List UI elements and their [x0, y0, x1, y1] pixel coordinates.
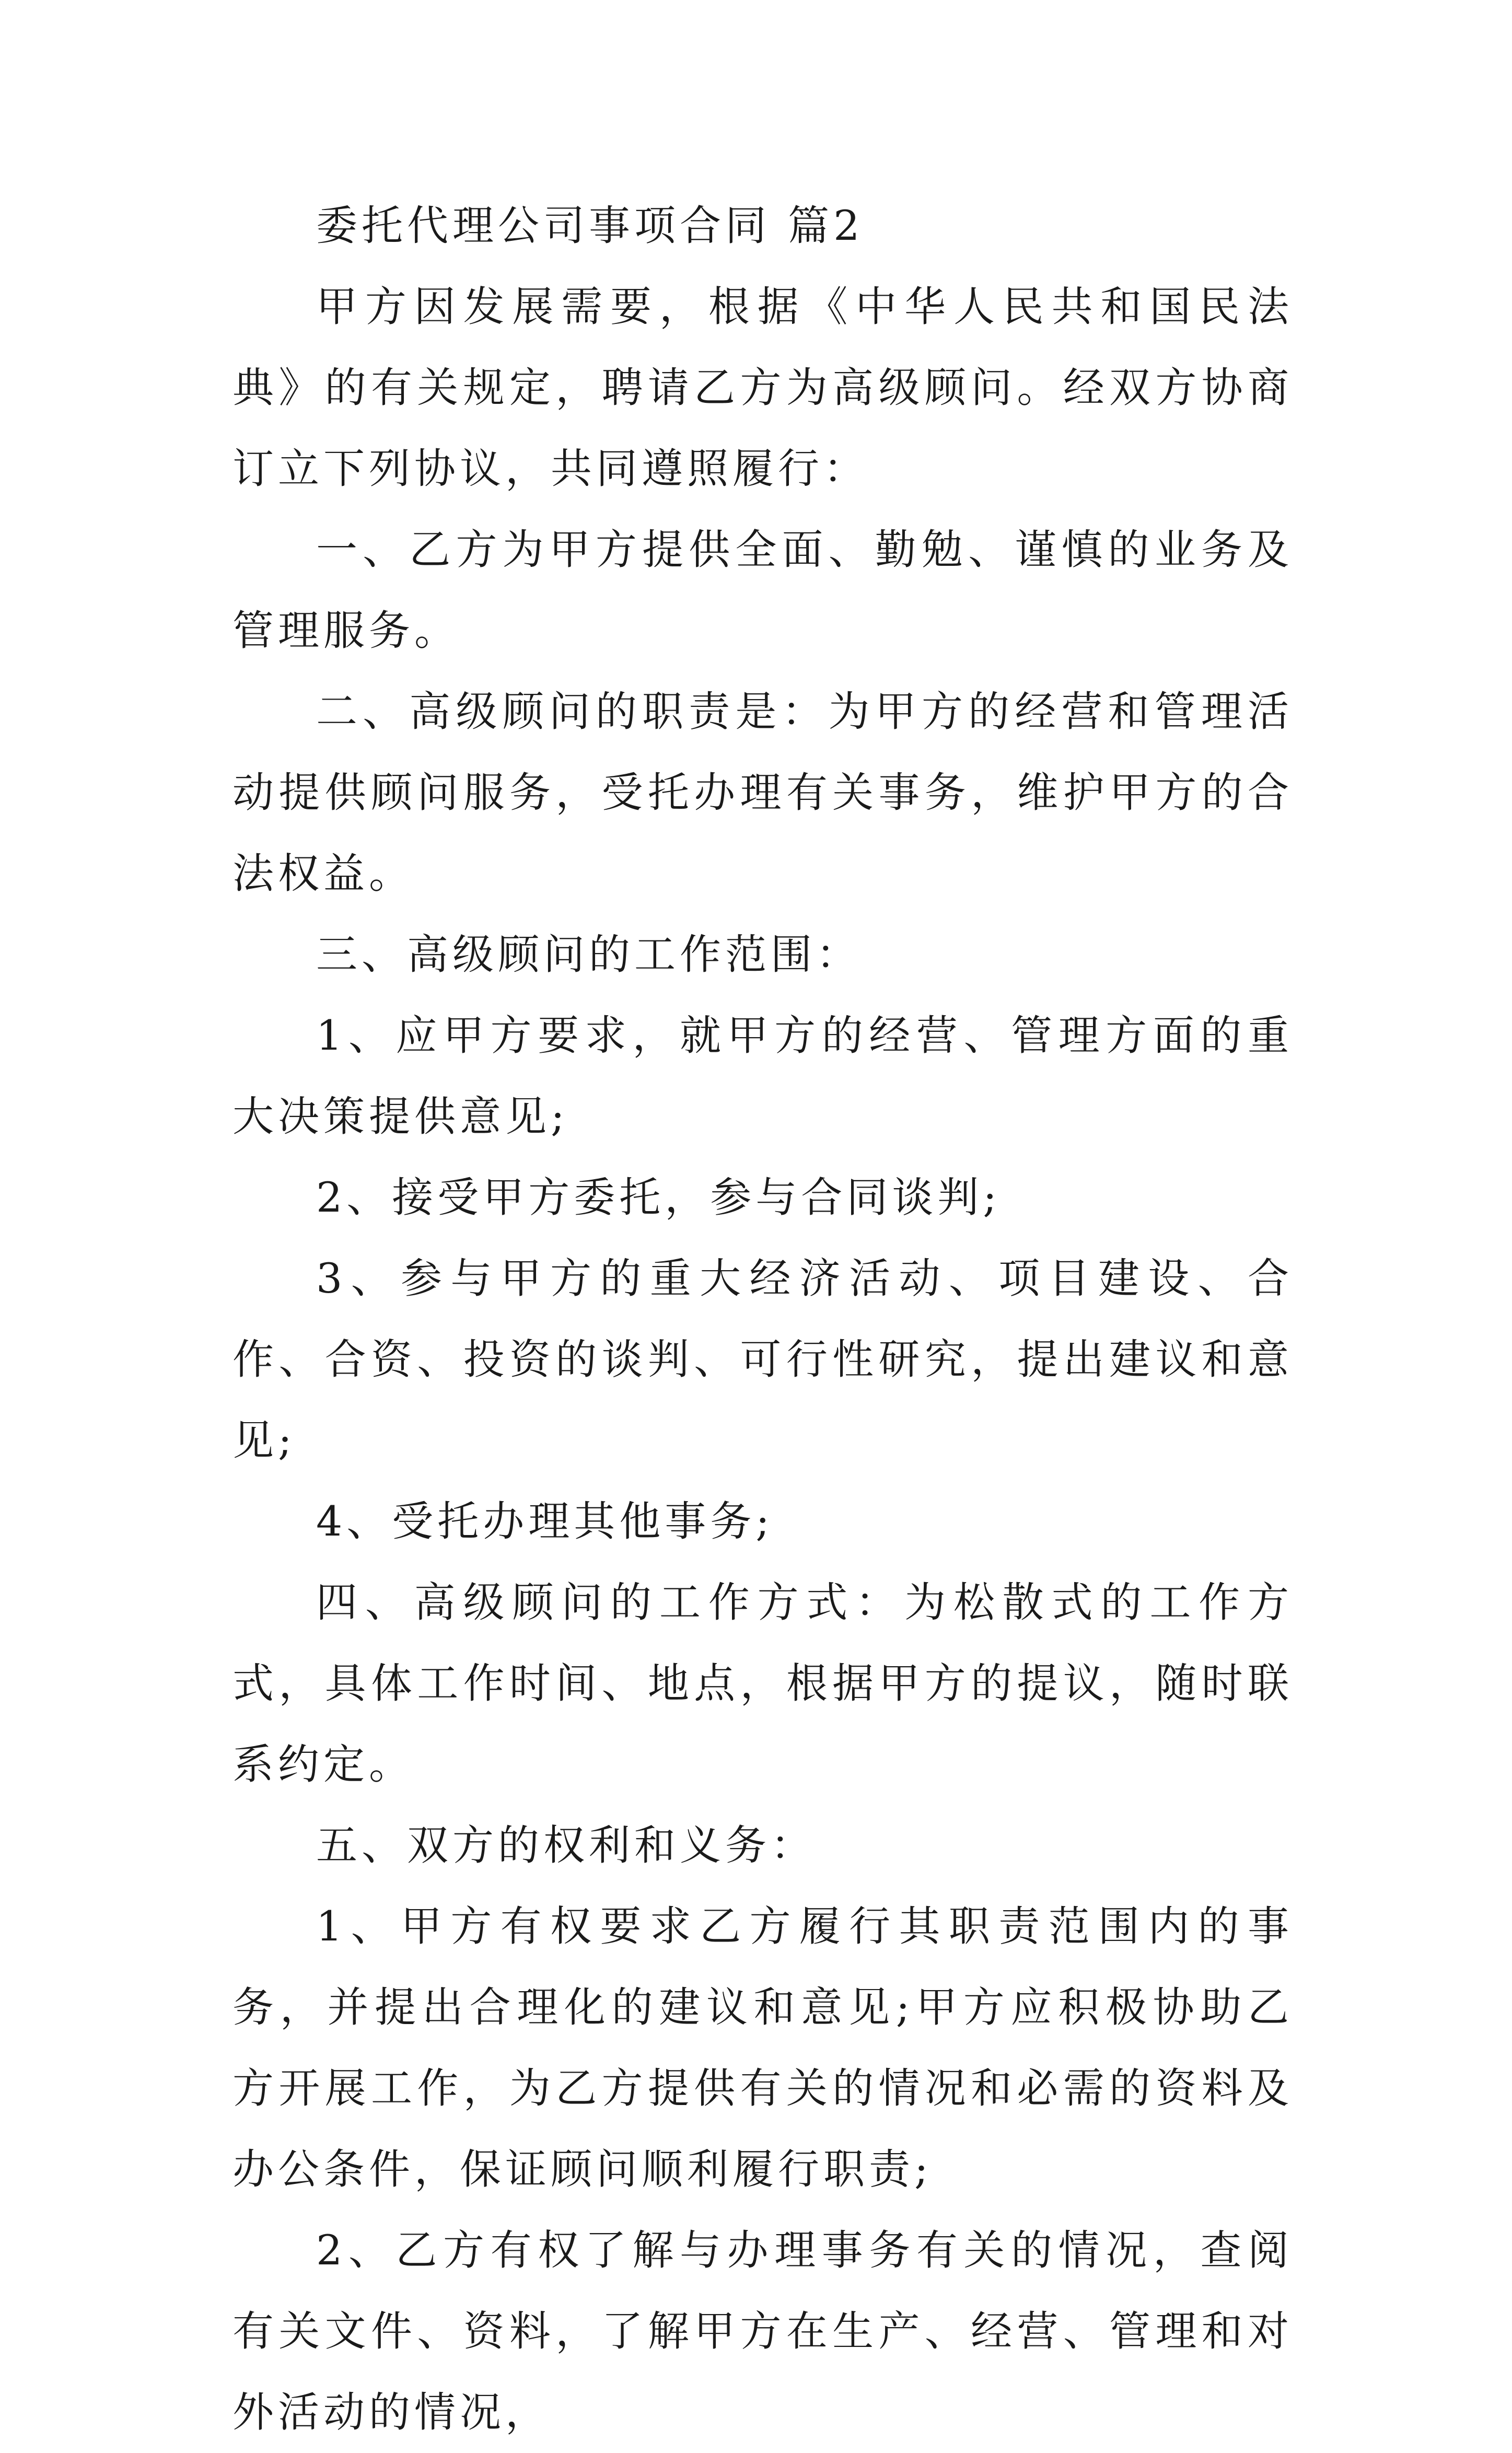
- paragraph-clause-3-item-1: 1、应甲方要求，就甲方的经营、管理方面的重大决策提供意见;: [232, 1012, 1293, 1141]
- document-title: 委托代理公司事项合同 篇2: [316, 202, 864, 250]
- paragraph-clause-3-item-4: 4、受托办理其他事务;: [316, 1497, 774, 1545]
- paragraph-intro: 甲方因发展需要，根据《中华人民共和国民法典》的有关规定，聘请乙方为高级顾问。经双方协商订立下列协议，共同遵照履行：: [232, 283, 1293, 493]
- paragraph-clause-3-item-3: 3、参与甲方的重大经济活动、项目建设、合作、合资、投资的谈判、可行性研究，提出建议和意见;: [232, 1254, 1293, 1464]
- paragraph-clause-5-item-2: 2、乙方有权了解与办理事务有关的情况，查阅有关文件、资料，了解甲方在生产、经营、管理和对外活动的情况，: [232, 2226, 1293, 2436]
- paragraph-clause-3-heading: 三、高级顾问的工作范围：: [316, 931, 862, 979]
- paragraph-clause-1: 一、乙方为甲方提供全面、勤勉、谨慎的业务及管理服务。: [232, 526, 1293, 655]
- paragraph-clause-5-heading: 五、双方的权利和义务：: [316, 1821, 816, 1869]
- paragraph-clause-3-item-2: 2、接受甲方委托，参与合同谈判;: [316, 1173, 1001, 1222]
- document-body: [232, 185, 1293, 2453]
- paragraph-clause-5-item-1: 1、甲方有权要求乙方履行其职责范围内的事务，并提出合理化的建议和意见;甲方应积极协助乙方开展工作，为乙方提供有关的情况和必需的资料及办公条件，保证顾问顺利履行职责;: [232, 1902, 1293, 2193]
- paragraph-clause-2: 二、高级顾问的职责是：为甲方的经营和管理活动提供顾问服务，受托办理有关事务，维护甲方的合法权益。: [232, 688, 1293, 898]
- paragraph-clause-4: 四、高级顾问的工作方式：为松散式的工作方式，具体工作时间、地点，根据甲方的提议，随时联系约定。: [232, 1578, 1293, 1788]
